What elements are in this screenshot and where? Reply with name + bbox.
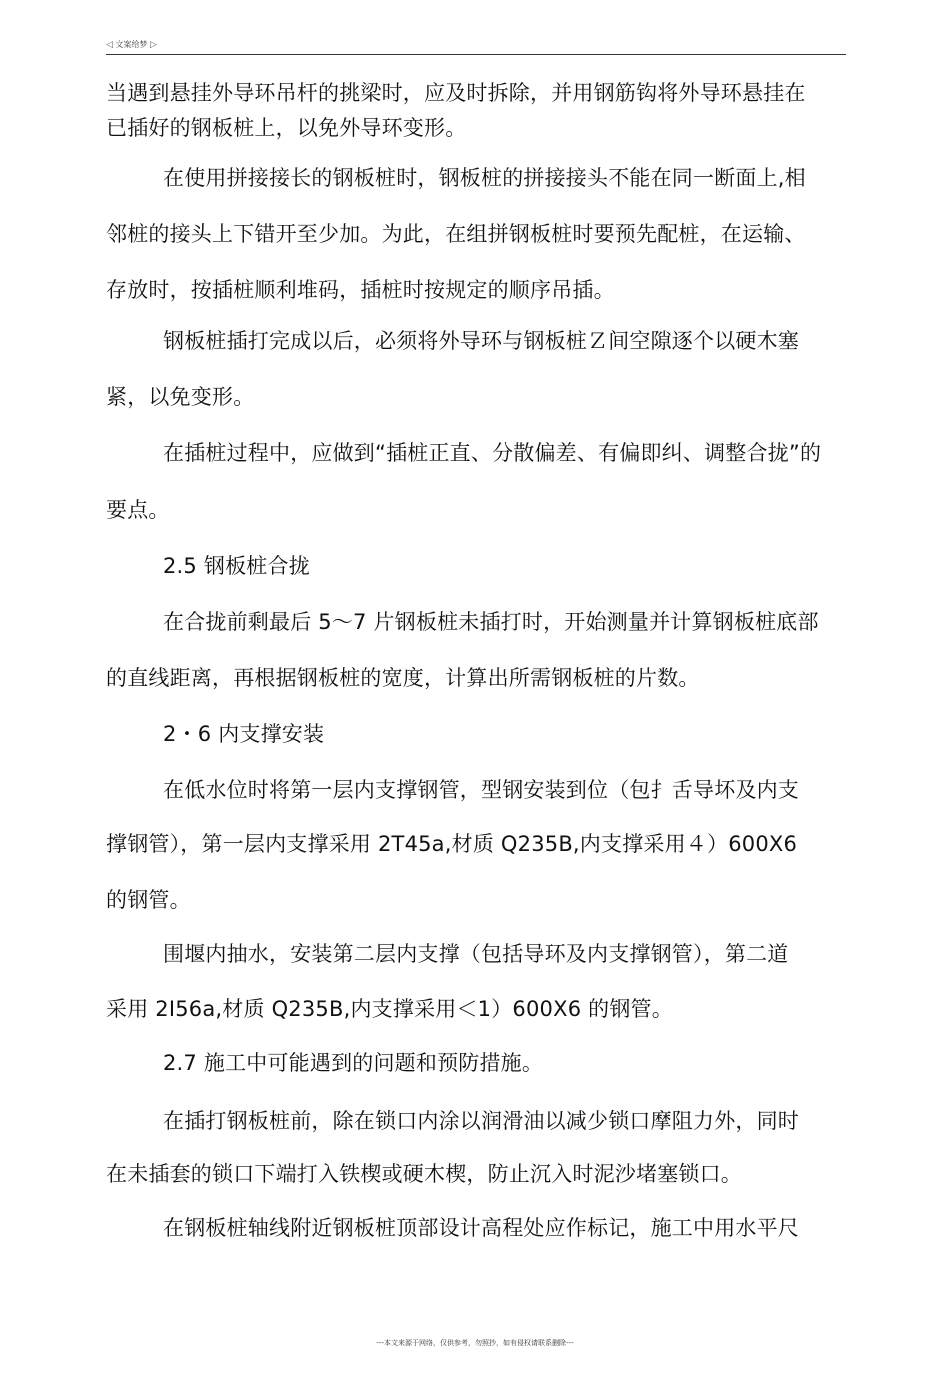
body-line: 撑钢管），第一层内支撑采用 2T45a,材质 Q235B,内支撑采用４）600X6 (106, 832, 798, 856)
body-line: 要点。 (106, 498, 170, 522)
section-heading: 2.5 钢板桩合拢 (163, 554, 310, 578)
body-line: 在插打钢板桩前，除在锁口内涂以润滑油以减少锁口摩阻力外，同时 (163, 1109, 799, 1133)
body-line: 采用 2I56a,材质 Q235B,内支撑采用＜1）600X6 的钢管。 (106, 997, 673, 1021)
header-text (106, 39, 157, 50)
body-line: 的钢管。 (106, 888, 191, 912)
body-line: 在插桩过程中，应做到“插桩正直、分散偏差、有偏即纠、调整合拢”的 (163, 441, 822, 465)
header-title: 文案给梦 (115, 40, 148, 49)
body-line: 在钢板桩轴线附近钢板桩顶部设计高程处应作标记，施工中用水平尺 (163, 1216, 799, 1240)
body-line: 当遇到悬挂外导环吊杆的挑梁时，应及时拆除，并用钢筋钩将外导环悬挂在 (106, 81, 806, 105)
body-line: 在使用拼接接长的钢板桩时，钢板桩的拼接接头不能在同一断面上,相 (163, 166, 806, 190)
section-heading: 2・6 内支撑安装 (163, 722, 325, 746)
body-line: 钢板桩插打完成以后，必须将外导环与钢板桩Ｚ间空隙逐个以硬木塞 (163, 329, 799, 353)
right-triangle-icon: ▷ (150, 40, 157, 50)
body-line: 存放时，按插桩顺利堆码，插桩时按规定的顺序吊插。 (106, 278, 615, 302)
page-header (106, 38, 846, 55)
body-line: 在低水位时将第一层内支撑钢管，型钢安装到位（包扌舌导坏及内支 (163, 778, 799, 802)
left-triangle-icon: ◁ (106, 40, 113, 50)
body-line: 已插好的钢板桩上，以免外导环变形。 (106, 116, 467, 140)
body-line: 的直线距离，再根据钢板桩的宽度，计算出所需钢板桩的片数。 (106, 666, 700, 690)
body-line: 邻桩的接头上下错开至少加。为此，在组拼钢板桩时要预先配桩，在运输、 (106, 222, 806, 246)
body-line: 在未插套的锁口下端打入铁楔或硬木楔，防止沉入时泥沙堵塞锁口。 (106, 1162, 742, 1186)
body-line: 紧，以免变形。 (106, 385, 255, 409)
body-line: 在合拢前剩最后 5〜7 片钢板桩未插打时，开始测量并计算钢板桩底部 (163, 610, 819, 634)
section-heading: 2.7 施工中可能遇到的问题和预防措施。 (163, 1051, 544, 1075)
page-footer: ---本文来源于网络，仅供参考，勿照抄，如有侵权请联系删除--- (376, 1339, 574, 1347)
body-line: 围堰内抽水，安装第二层内支撑（包括导环及内支撑钢管），第二道 (163, 942, 789, 966)
